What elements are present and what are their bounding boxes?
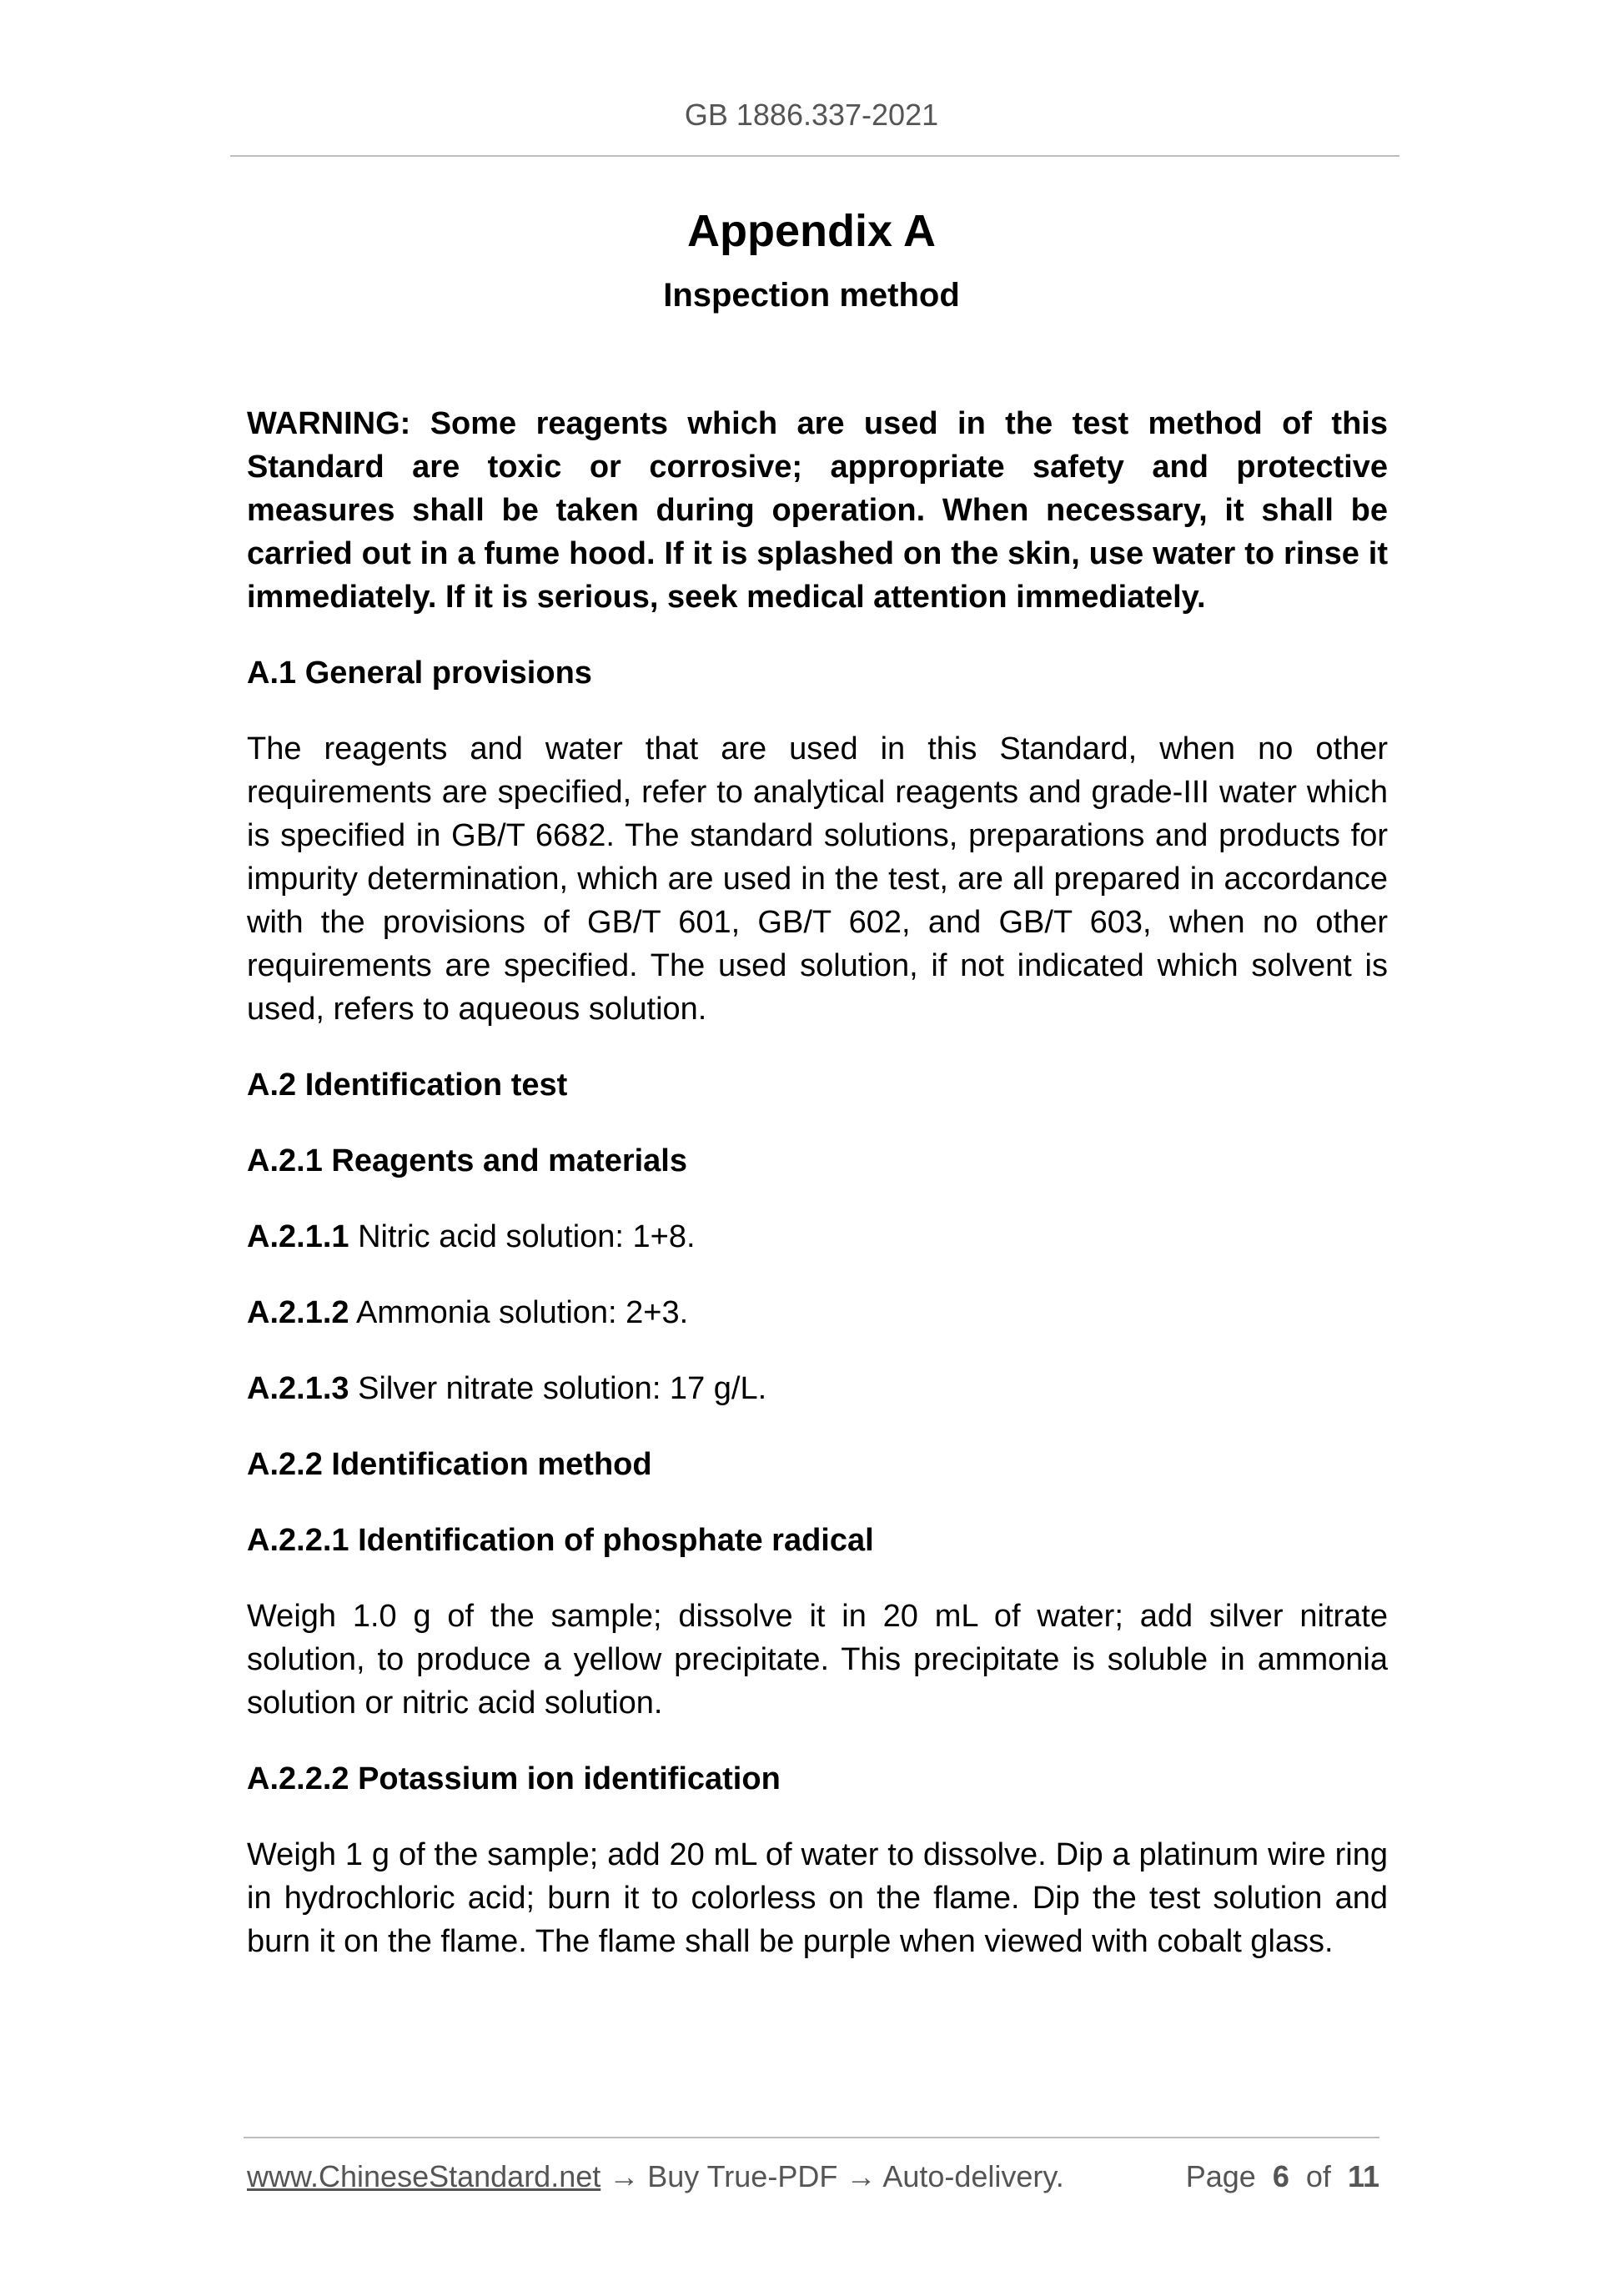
current-page: 6 bbox=[1272, 2159, 1289, 2193]
appendix-title: Appendix A bbox=[686, 206, 936, 256]
item-a212-number: A.2.1.2 bbox=[247, 1295, 349, 1330]
item-a211 bbox=[247, 1215, 1388, 1259]
item-a213 bbox=[247, 1367, 1388, 1410]
page-footer bbox=[247, 2159, 1379, 2201]
website-link[interactable]: www.ChineseStandard.net bbox=[247, 2159, 601, 2193]
item-a212 bbox=[247, 1291, 1388, 1334]
header-divider bbox=[230, 155, 1399, 157]
section-a1-text: The reagents and water that are used in this Standard, when no other requirements are specified, refer to analytical reagents and grade-III water which is specified in GB/T 6682. The standard solutions, preparations and products for impurity determination, which are used in the test, are all prepared in accordance with the provisions of GB/T 601, GB/T 602, and GB/T 603, when no other requirements are specified. The used solution, if not indicated which solvent is used, refers to aqueous solution. bbox=[247, 731, 1388, 1027]
item-a212-text: Ammonia solution: 2+3. bbox=[356, 1295, 689, 1330]
page-number bbox=[1186, 2159, 1379, 2194]
section-a221-text: Weigh 1.0 g of the sample; dissolve it in 20 mL of water; add silver nitrate solution, to produce a yellow precipitate. This precipitate is soluble in ammonia solution or nitric acid solution. bbox=[247, 1599, 1388, 1721]
document-body bbox=[247, 402, 1388, 1996]
section-a22-heading: A.2.2 Identification method bbox=[247, 1447, 652, 1482]
section-a1-heading: A.1 General provisions bbox=[247, 656, 592, 691]
warning-paragraph: WARNING: Some reagents which are used in the test method of this Standard are toxic or corrosive; appropriate safety and protective measures shall be taken during operation. When necessary, it shall be carried out in a fume hood. If it is splashed on the skin, use water to rinse it immediately. If it is serious, seek medical attention immediately. bbox=[247, 406, 1388, 615]
page-label: Page bbox=[1185, 2159, 1256, 2193]
footer-promo bbox=[247, 2159, 1064, 2194]
footer-divider bbox=[244, 2137, 1379, 2138]
section-a222-heading: A.2.2.2 Potassium ion identification bbox=[247, 1761, 781, 1796]
document-id-header: GB 1886.337-2021 bbox=[684, 98, 939, 132]
item-a213-number: A.2.1.3 bbox=[247, 1371, 349, 1406]
footer-tagline: → Buy True-PDF → Auto-delivery. bbox=[600, 2159, 1064, 2193]
total-pages: 11 bbox=[1347, 2159, 1379, 2193]
section-a221-heading: A.2.2.1 Identification of phosphate radical bbox=[247, 1523, 874, 1558]
item-a211-number: A.2.1.1 bbox=[247, 1219, 349, 1254]
section-a2-heading: A.2 Identification test bbox=[247, 1068, 568, 1103]
appendix-subtitle: Inspection method bbox=[663, 277, 960, 314]
page-of-label: of bbox=[1305, 2159, 1331, 2193]
item-a211-text: Nitric acid solution: 1+8. bbox=[358, 1219, 696, 1254]
item-a213-text: Silver nitrate solution: 17 g/L. bbox=[358, 1371, 767, 1406]
section-a21-heading: A.2.1 Reagents and materials bbox=[247, 1143, 687, 1178]
section-a222-text: Weigh 1 g of the sample; add 20 mL of water to dissolve. Dip a platinum wire ring in hydrochloric acid; burn it to colorless on the flame. Dip the test solution and burn it on the flame. The flame shall be purple when viewed with cobalt glass. bbox=[247, 1837, 1388, 1959]
